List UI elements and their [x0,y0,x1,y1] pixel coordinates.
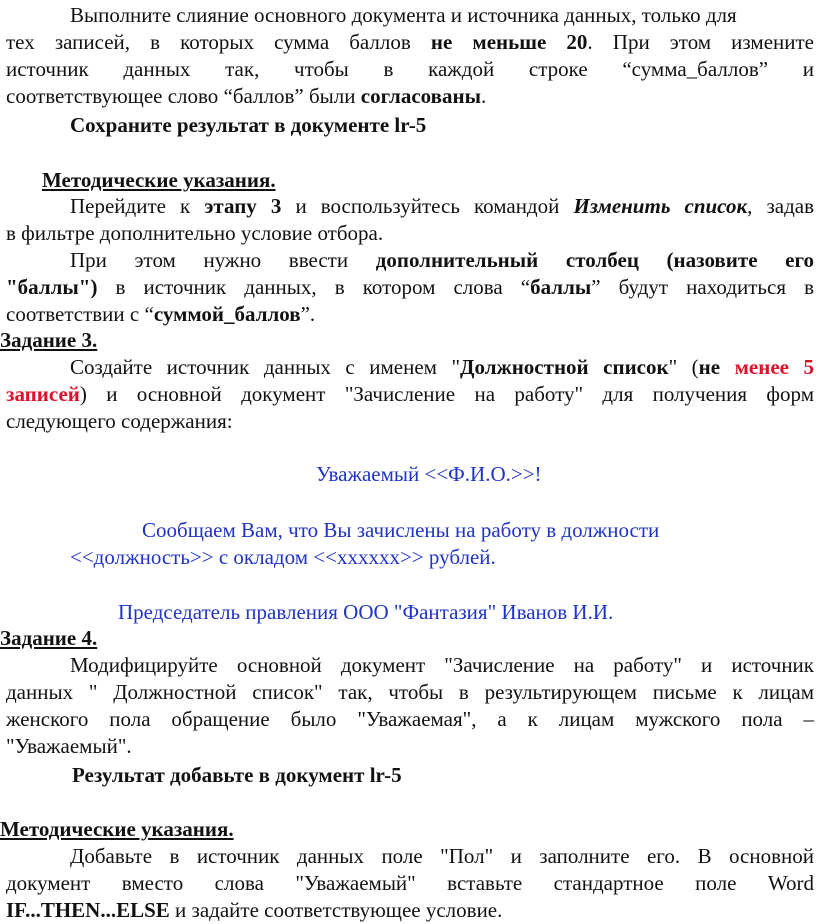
paragraph-line: женского пола обращение было "Уважаемая", а к лицам мужского пола – [6,707,814,731]
paragraph-line: "Уважаемый". [6,734,132,758]
paragraph-line: в фильтре дополнительно условие отбора. [6,221,384,245]
paragraph-line: документ вместо слова "Уважаемый" вставьте стандартное поле Word [6,871,814,895]
paragraph-line: IF...THEN...ELSE и задайте соответствующее условие. [6,898,503,922]
letter-greeting: Уважаемый <<Ф.И.О.>>! [316,462,542,486]
paragraph-line: Добавьте в источник данных поле "Пол" и заполните его. В основной [70,844,814,868]
letter-body: Сообщаем Вам, что Вы зачислены на работу в должности [142,518,660,542]
save-instruction: Результат добавьте в документ lr-5 [72,763,402,787]
paragraph-line: При этом нужно ввести дополнительный столбец (назовите его [70,248,814,272]
paragraph-line: источник данных так, чтобы в каждой строке “сумма_баллов” и [6,57,814,81]
letter-signature: Председатель правления ООО "Фантазия" Иванов И.И. [118,600,614,624]
paragraph-line: следующего содержания: [6,409,233,433]
paragraph-line: записей) и основной документ "Зачисление на работу" для получения форм [6,382,814,406]
paragraph-line: Модифицируйте основной документ "Зачисление на работу" и источник [70,653,814,677]
guide-title: Методические указания. [42,168,276,192]
task-title: Задание 4. [0,626,98,650]
paragraph-line: тех записей, в которых сумма баллов не меньше 20. При этом измените [6,30,815,54]
paragraph-line: соответствующее слово “баллов” были согласованы. [6,84,487,108]
paragraph-line: Перейдите к этапу 3 и воспользуйтесь командой Изменить список, задав [70,194,814,218]
paragraph-line: Выполните слияние основного документа и источника данных, только для [70,3,737,27]
task-title: Задание 3. [0,328,98,352]
guide-title: Методические указания. [0,817,234,841]
letter-body: <<должность>> с окладом <<хххххх>> рублей. [70,545,496,569]
save-instruction: Сохраните результат в документе lr-5 [70,113,427,137]
paragraph-line: соответствии с “суммой_баллов”. [6,302,316,326]
paragraph-line: данных " Должностной список" так, чтобы в результирующем письме к лицам [6,680,814,704]
paragraph-line: Создайте источник данных с именем "Должностной список" (не менее 5 [70,355,814,379]
paragraph-line: "баллы") в источник данных, в котором слова “баллы” будут находиться в [6,275,814,299]
